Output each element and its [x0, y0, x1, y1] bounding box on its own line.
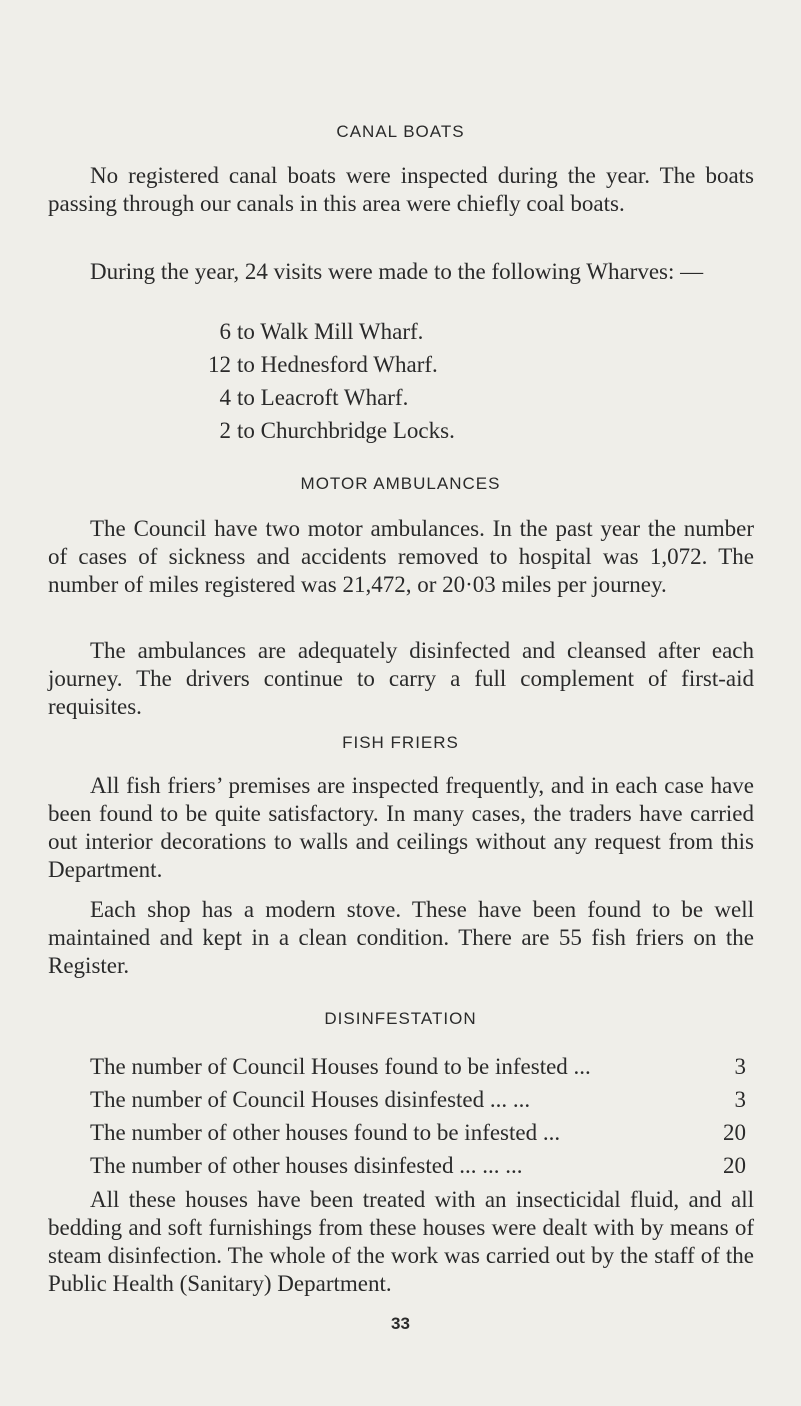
canal-boats-paragraph-1: No registered canal boats were inspected during the year. The boats passing through our canals in this area were chiefly coal boats.	[48, 163, 754, 216]
table-row: The number of other houses found to be infested ... 20	[90, 1120, 746, 1145]
fish-friers-paragraph-1: All fish friers’ premises are inspected frequently, and in each case have been found to be quite satisfactory. In many cases, the traders have carried out interior decorations to walls and ceilings without any request from this Department.	[48, 773, 754, 882]
table-row: The number of Council Houses found to be infested ... 3	[90, 1054, 746, 1079]
section-heading-disinfestation: DISINFESTATION	[324, 1009, 477, 1028]
list-item: 12 to Hednesford Wharf.	[208, 352, 438, 377]
section-heading-motor-ambulances: MOTOR AMBULANCES	[300, 474, 501, 493]
motor-ambulances-paragraph-2: The ambulances are adequately disinfected and cleansed after each journey. The drivers continue to carry a full complement of first-aid requisites.	[48, 638, 754, 719]
canal-boats-paragraph-2: During the year, 24 visits were made to the following Wharves: —	[90, 259, 704, 284]
list-item: 4 to Leacroft Wharf.	[219, 385, 409, 410]
page-number: 33	[391, 1314, 410, 1333]
list-item: 2 to Churchbridge Locks.	[219, 418, 455, 443]
wharves-list	[201, 315, 455, 447]
table-row: The number of other houses disinfested ... ... ... 20	[90, 1153, 746, 1178]
table-row: The number of Council Houses disinfested ... ... 3	[90, 1087, 746, 1112]
disinfestation-paragraph: All these houses have been treated with an insecticidal fluid, and all bedding and soft furnishings from these houses were dealt with by means of steam disinfection. The whole of the work was carried out by the staff of the Public Health (Sanitary) Department.	[48, 1187, 754, 1296]
disinfestation-table	[90, 1050, 746, 1182]
section-heading-fish-friers: FISH FRIERS	[342, 733, 459, 752]
list-item: 6 to Walk Mill Wharf.	[219, 319, 424, 344]
section-heading-canal-boats: CANAL BOATS	[336, 122, 465, 141]
motor-ambulances-paragraph-1: The Council have two motor ambulances. In the past year the number of cases of sickness and accidents removed to hospital was 1,072. The number of miles registered was 21,472, or 20·03 miles per journey.	[48, 516, 754, 597]
fish-friers-paragraph-2: Each shop has a modern stove. These have been found to be well maintained and kept in a clean condition. There are 55 fish friers on the Register.	[48, 897, 754, 978]
